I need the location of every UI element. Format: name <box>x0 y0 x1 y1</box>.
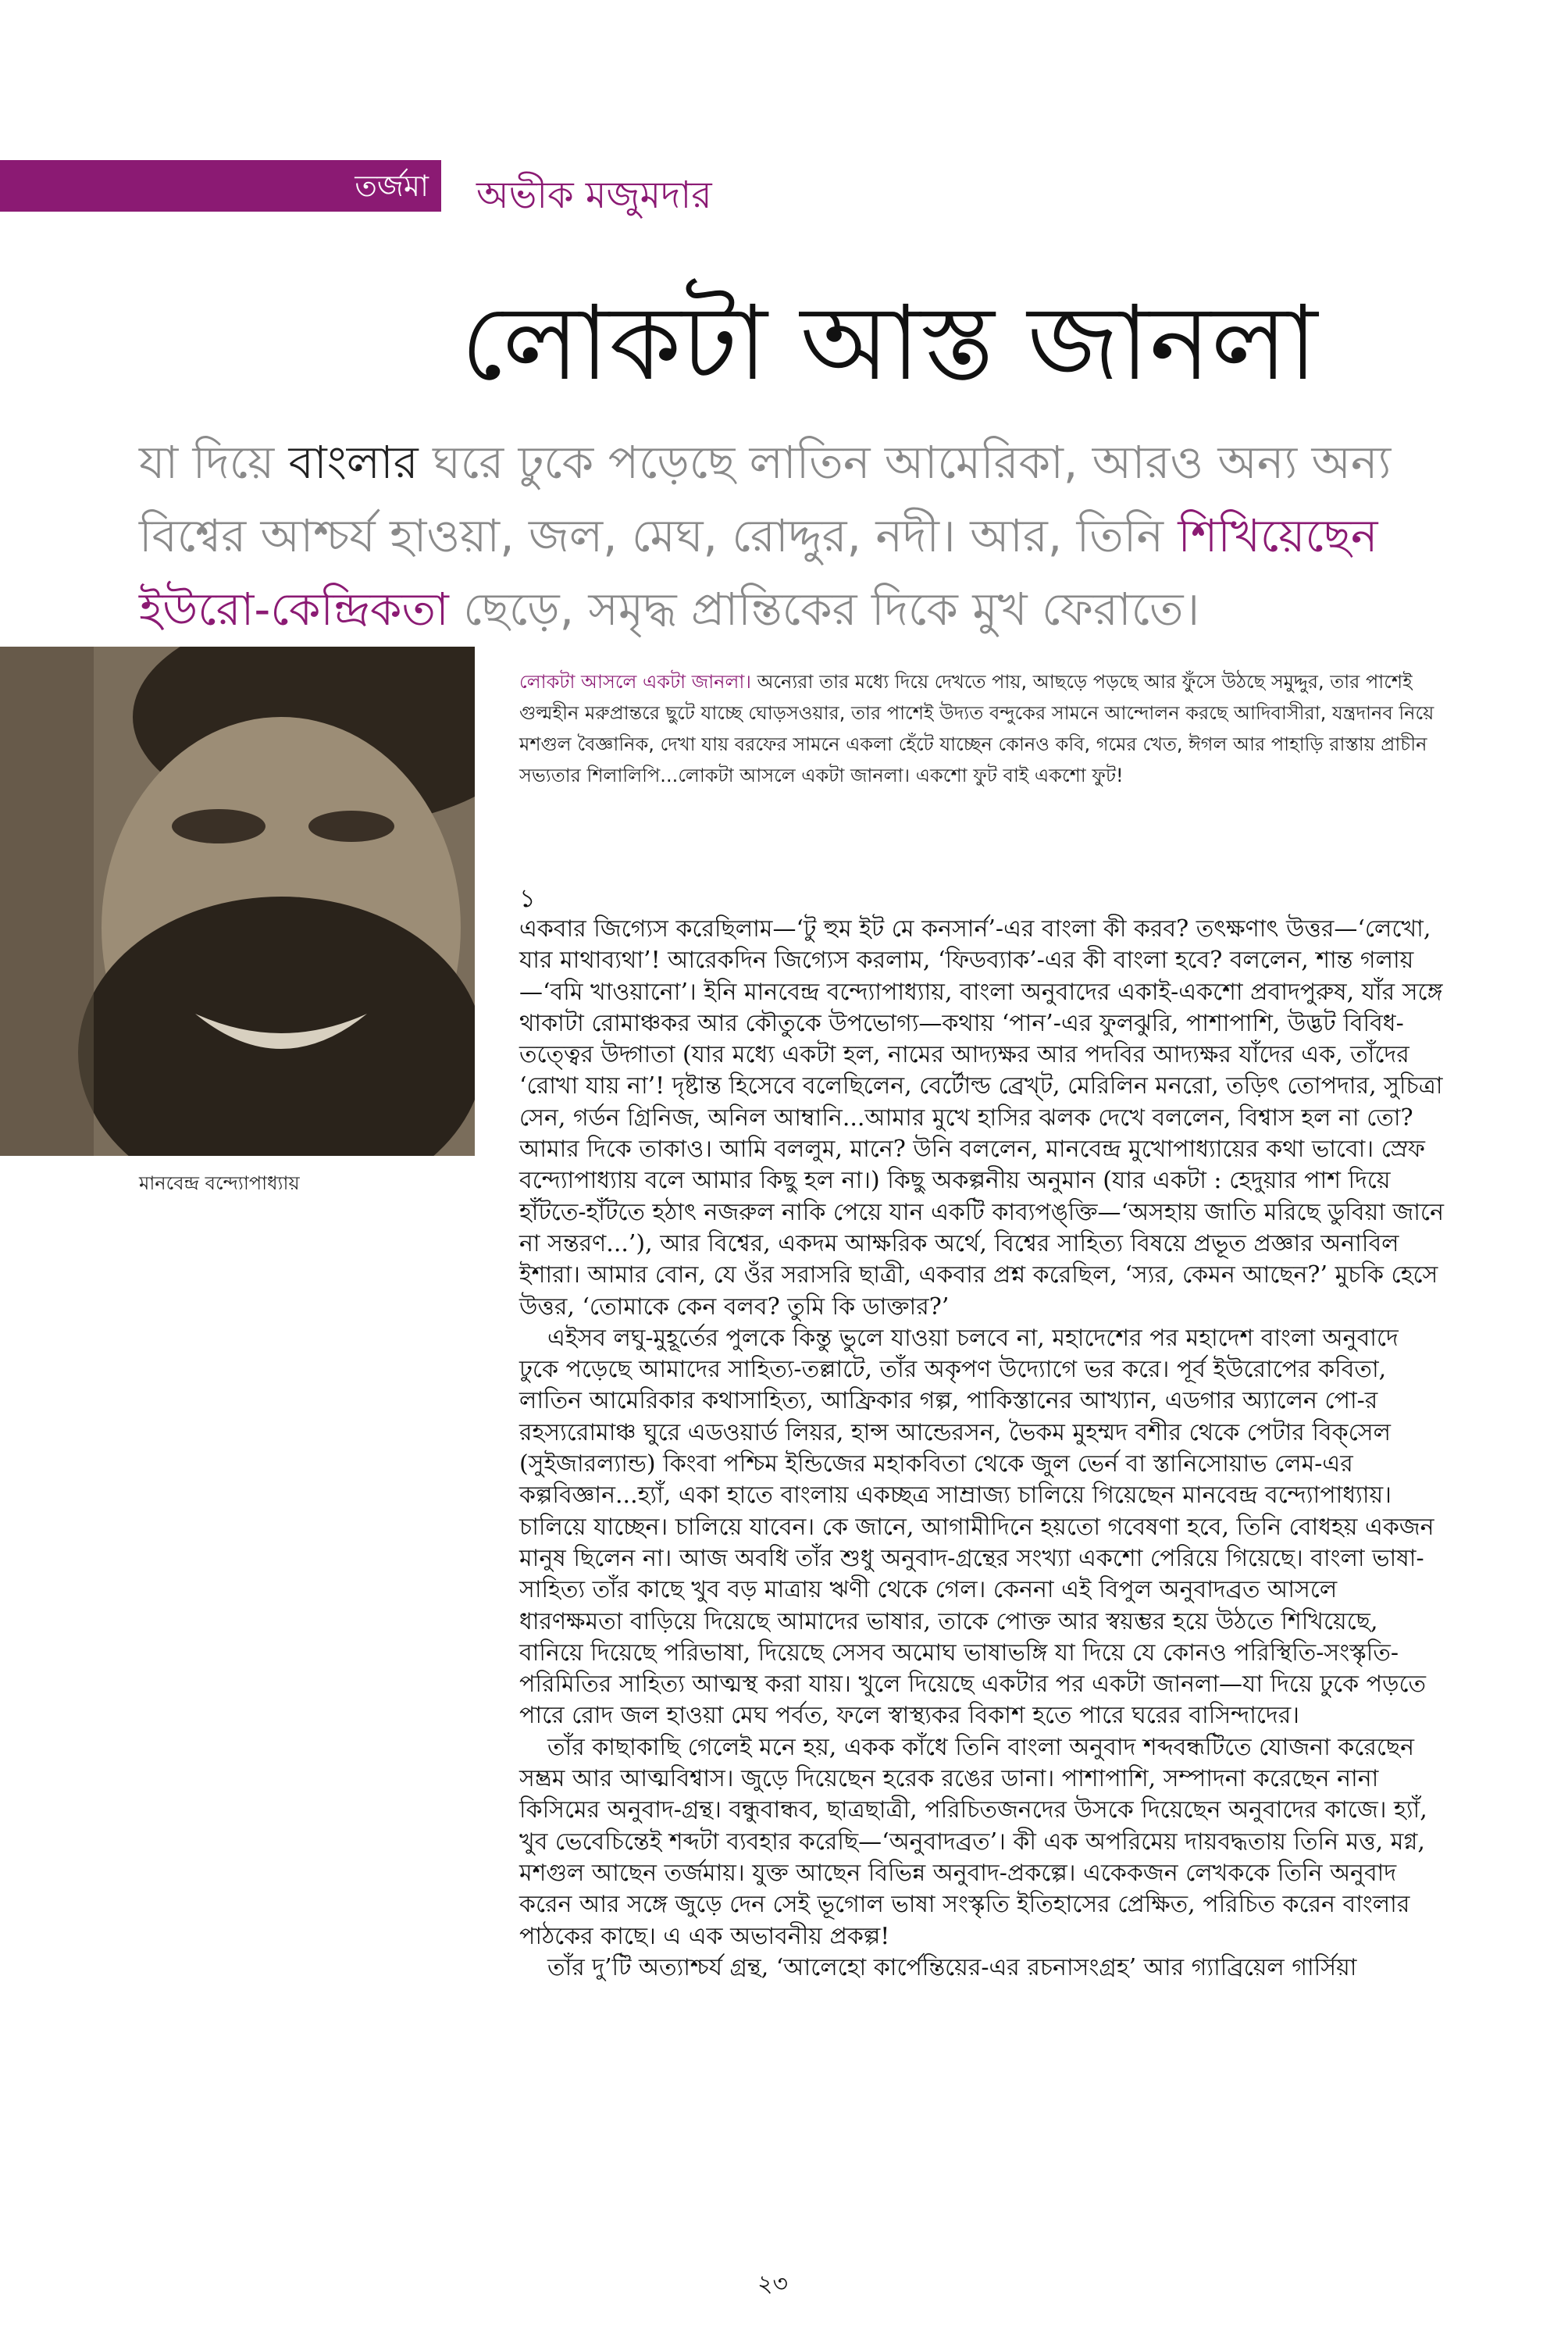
body-paragraph: তাঁর কাছাকাছি গেলেই মনে হয়, একক কাঁধে তিনি বাংলা অনুবাদ শব্দবন্ধটিতে যোজনা করেছেন সম্ভ্রম আর আত্মবিশ্বাস। জুড়ে দিয়েছেন হরেক রঙের ডানা। পাশাপাশি, সম্পাদনা করেছেন নানা কিসিমের অনুবাদ-গ্রন্থ। বন্ধুবান্ধব, ছাত্রছাত্রী, পরিচিতজনদের উসকে দিয়েছেন অনুবাদের কাজে। হ্যাঁ, খুব ভেবেচিন্তেই শব্দটা ব্যবহার করেছি—‘অনুবাদব্রত’। কী এক অপরিমেয় দায়বদ্ধতায় তিনি মত্ত, মগ্ন, মশগুল আছেন তর্জমায়। যুক্ত আছেন বিভিন্ন অনুবাদ-প্রকল্পে। একেকজন লেখককে তিনি অনুবাদ করেন আর সঙ্গে জুড়ে দেন সেই ভূগোল ভাষা সংস্কৃতি ইতিহাসের প্রেক্ষিত, পরিচিত করেন বাংলার পাঠকের কাছে। এ এক অভাবনীয় প্রকল্প! <box>519 1733 1427 1950</box>
article-deck <box>139 426 1420 646</box>
intro-lead: লোকটা আসলে একটা জানলা। <box>519 671 751 693</box>
deck-text: ছেড়ে, সমৃদ্ধ প্রান্তিকের দিকে মুখ ফেরাতে। <box>448 583 1200 636</box>
intro-text: অন্যেরা তার মধ্যে দিয়ে দেখতে পায়, আছড়ে পড়ছে আর ফুঁসে উঠছে সমুদ্দুর, তার পাশেই গুল্মহীন মরুপ্রান্তরে ছুটে যাচ্ছে ঘোড়সওয়ার, তার পাশেই উদ্যত বন্দুকের সামনে আন্দোলন করছে আদিবাসীরা, যন্ত্রদানব নিয়ে মশগুল বৈজ্ঞানিক, দেখা যায় বরফের সামনে একলা হেঁটে যাচ্ছেন কোনও কবি, গমের খেত, ঈগল আর পাহাড়ি রাস্তায় প্রাচীন সভ্যতার শিলালিপি...লোকটা আসলে একটা জানলা। একশো ফুট বাই একশো ফুট! <box>519 671 1434 786</box>
section-label: তর্জমা <box>355 169 429 203</box>
photo-caption: মানবেন্দ্র বন্দ্যোপাধ্যায় <box>139 1172 300 1194</box>
intro-paragraph <box>519 666 1456 791</box>
body-paragraph: একবার জিগ্যেস করেছিলাম—‘টু হুম ইট মে কনসার্ন’-এর বাংলা কী করব? তৎক্ষণাৎ উত্তর—‘লেখো, যার মাথাব্যথা’! আরেকদিন জিগ্যেস করলাম, ‘ফিডব্যাক’-এর কী বাংলা হবে? বললেন, শান্ত গলায়—‘বমি খাওয়ানো’। ইনি মানবেন্দ্র বন্দ্যোপাধ্যায়, বাংলা অনুবাদের একাই-একশো প্রবাদপুরুষ, যাঁর সঙ্গে থাকাটা রোমাঞ্চকর আর কৌতুকে উপভোগ্য—কথায় ‘পান’-এর ফুলঝুরি, পাশাপাশি, উদ্ভট বিবিধ-তত্ত্বের উদ্গাতা (যার মধ্যে একটা হল, নামের আদ্যক্ষর আর পদবির আদ্যক্ষর যাঁদের এক, তাঁদের ‘রোখা যায় না’! দৃষ্টান্ত হিসেবে বলেছিলেন, বের্টোল্ড ব্রেখ্‌ট, মেরিলিন মনরো, তড়িৎ তোপদার, সুচিত্রা সেন, গর্ডন গ্রিনিজ, অনিল আম্বানি...আমার মুখে হাসির ঝলক দেখে বললেন, বিশ্বাস হল না তো? আমার দিকে তাকাও। আমি বললুম, মানে? উনি বললেন, মানবেন্দ্র মুখোপাধ্যায়ের কথা ভাবো। স্রেফ বন্দ্যোপাধ্যায় বলে আমার কিছু হল না।) কিছু অকল্পনীয় অনুমান (যার একটা : হেদুয়ার পাশ দিয়ে হাঁটতে-হাঁটতে হঠাৎ নজরুল নাকি পেয়ে যান একটি কাব্যপঙ্‌ক্তি—‘অসহায় জাতি মরিছে ডুবিয়া জানে না সন্তরণ...’), আর বিশ্বের, একদম আক্ষরিক অর্থে, বিশ্বের সাহিত্য বিষয়ে প্রভূত প্রজ্ঞার অনাবিল ইশারা। আমার বোন, যে ওঁর সরাসরি ছাত্রী, একবার প্রশ্ন করেছিল, ‘স্যর, কেমন আছেন?’ মুচকি হেসে উত্তর, ‘তোমাকে কেন বলব? তুমি কি ডাক্তার?’ <box>519 915 1444 1321</box>
deck-text: ঘরে ঢুকে পড়েছে লাতিন আমেরিকা, আরও অন্য অন্য বিশ্বের আশ্চর্য হাওয়া, জল, মেঘ, রোদ্দুর, নদী। আর, তিনি <box>139 436 1392 562</box>
article-title: লোকটা আস্ত জানলা <box>461 283 1318 404</box>
portrait-illustration <box>0 647 475 1156</box>
section-band <box>0 160 441 212</box>
author-name: অভীক মজুমদার <box>476 173 712 217</box>
body-paragraph: তাঁর দু’টি অত্যাশ্চর্য গ্রন্থ, ‘আলেহো কার্পেন্তিয়ের-এর রচনাসংগ্রহ’ আর গ্যাব্রিয়েল গার্সিয়া <box>547 1953 1357 1981</box>
body-paragraph: এইসব লঘু-মুহূর্তের পুলকে কিন্তু ভুলে যাওয়া চলবে না, মহাদেশের পর মহাদেশ বাংলা অনুবাদে ঢুকে পড়েছে আমাদের সাহিত্য-তল্লাটে, তাঁর অকৃপণ উদ্যোগে ভর করে। পূর্ব ইউরোপের কবিতা, লাতিন আমেরিকার কথাসাহিত্য, আফ্রিকার গল্প, পাকিস্তানের আখ্যান, এডগার অ্যালেন পো-র রহস্যরোমাঞ্চ ঘুরে এডওয়ার্ড লিয়র, হান্স আন্ডেরসন, ভৈকম মুহম্মদ বশীর থেকে পেটার বিক্‌সেল (সুইজারল্যান্ড) কিংবা পশ্চিম ইন্ডিজের মহাকবিতা থেকে জুল ভের্ন বা স্তানিসোয়াভ লেম-এর কল্পবিজ্ঞান...হ্যাঁ, একা হাতে বাংলায় একচ্ছত্র সাম্রাজ্য চালিয়ে গিয়েছেন মানবেন্দ্র বন্দ্যোপাধ্যায়। চালিয়ে যাচ্ছেন। চালিয়ে যাবেন। কে জানে, আগামীদিনে হয়তো গবেষণা হবে, তিনি বোধহয় একজন মানুষ ছিলেন না। আজ অবধি তাঁর শুধু অনুবাদ-গ্রন্থের সংখ্যা একশো পেরিয়ে গিয়েছে। বাংলা ভাষা-সাহিত্য তাঁর কাছে খুব বড় মাত্রায় ঋণী থেকে গেল। কেননা এই বিপুল অনুবাদব্রত আসলে ধারণক্ষমতা বাড়িয়ে দিয়েছে আমাদের ভাষার, তাকে পোক্ত আর স্বয়ম্ভর হয়ে উঠতে শিখিয়েছে, বানিয়ে দিয়েছে পরিভাষা, দিয়েছে সেসব অমোঘ ভাষাভঙ্গি যা দিয়ে যে কোনও পরিস্থিতি-সংস্কৃতি-পরিমিতির সাহিত্য আত্মস্থ করা যায়। খুলে দিয়েছে একটার পর একটা জানলা—যা দিয়ে ঢুকে পড়তে পারে রোদ জল হাওয়া মেঘ পর্বত, ফলে স্বাস্থ্যকর বিকাশ হতে পারে ঘরের বাসিন্দাদের। <box>519 1324 1434 1730</box>
page-number: ২৩ <box>757 2270 789 2298</box>
deck-highlight-dark: বাংলার <box>288 436 419 489</box>
deck-text: যা দিয়ে <box>139 436 289 489</box>
section-number: ১ <box>519 883 536 913</box>
author-portrait-photo <box>0 647 475 1156</box>
article-body <box>519 914 1445 1984</box>
deck-highlight-accent: শিখিয়েছেন ইউরো-কেন্দ্রিকতা <box>139 509 1378 636</box>
